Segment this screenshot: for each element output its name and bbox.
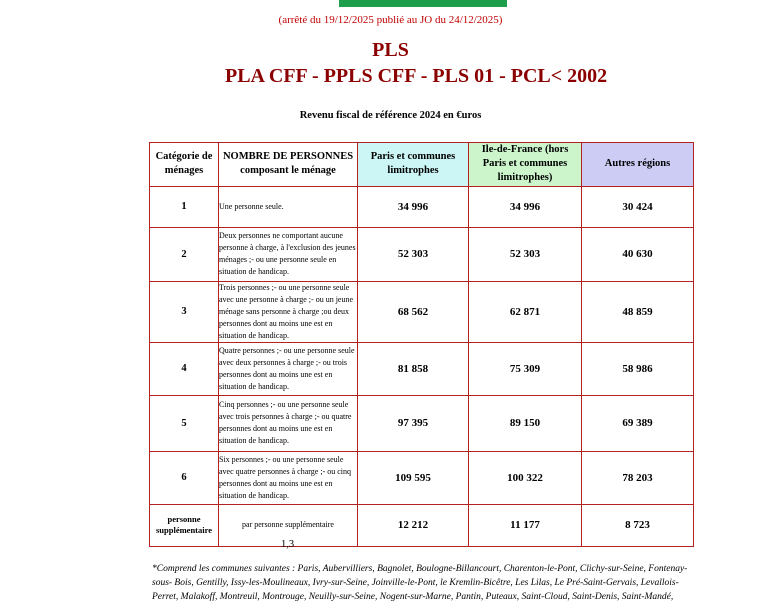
value-autres: 8 723 bbox=[582, 504, 694, 546]
row-category: 2 bbox=[150, 227, 219, 281]
row-category: 5 bbox=[150, 395, 219, 451]
row-category: 1 bbox=[150, 186, 219, 227]
value-idf: 100 322 bbox=[469, 451, 582, 504]
row-category: 4 bbox=[150, 342, 219, 395]
table-row bbox=[150, 186, 694, 227]
value-autres: 40 630 bbox=[582, 227, 694, 281]
header-idf: Ile-de-France (hors Paris et communes limitrophes) bbox=[469, 143, 582, 187]
footnote: *Comprend les communes suivantes : Paris, Aubervilliers, Bagnolet, Boulogne-Billancourt, Charenton-le-Pont, Clichy-sur-Seine, Fontenay-sous- Bois, Gentilly, Issy-les-Moulineaux, Ivry-sur-Seine, Joinville-le-Pont, le Kremlin-Bicêtre, Les Lilas, Le Pré-Saint-Gervais, Levallois-Perret, Malakoff, Montreuil, Montrouge, Neuilly-sur-Seine, Nogent-sur-Marne, Pantin, Puteaux, Saint-Cloud, Saint-Denis, Saint-Mandé, bbox=[152, 564, 688, 602]
table-caption: Revenu fiscal de référence 2024 en €uros bbox=[299, 110, 482, 121]
value-idf: 62 871 bbox=[469, 281, 582, 342]
header-category: Catégorie de ménages bbox=[150, 143, 219, 187]
value-idf: 75 309 bbox=[469, 342, 582, 395]
table-row bbox=[150, 281, 694, 342]
value-autres: 30 424 bbox=[582, 186, 694, 227]
header-autres: Autres régions bbox=[582, 143, 694, 187]
header-persons: NOMBRE DE PERSONNES composant le ménage bbox=[219, 143, 358, 187]
page-subtitle: PLA CFF - PPLS CFF - PLS 01 - PCL< 2002 bbox=[225, 65, 608, 87]
row-description: Six personnes ;- ou une personne seule avec quatre personnes à charge ;- ou cinq personnes dont au moins une est en situation de handicap. bbox=[219, 451, 358, 504]
coefficient: 1,3 bbox=[281, 539, 295, 550]
income-table bbox=[149, 142, 694, 547]
row-description: Quatre personnes ;- ou une personne seule avec deux personnes à charge ;- ou trois personnes dont au moins une est en situation de handicap. bbox=[219, 342, 358, 395]
value-idf: 52 303 bbox=[469, 227, 582, 281]
value-paris: 109 595 bbox=[358, 451, 469, 504]
value-autres: 69 389 bbox=[582, 395, 694, 451]
row-description: par personne supplémentaire bbox=[219, 504, 358, 546]
value-idf: 89 150 bbox=[469, 395, 582, 451]
value-paris: 97 395 bbox=[358, 395, 469, 451]
row-category: personne supplémentaire bbox=[150, 504, 219, 546]
table-row bbox=[150, 227, 694, 281]
table-row bbox=[150, 504, 694, 546]
row-description: Une personne seule. bbox=[219, 186, 358, 227]
row-category: 3 bbox=[150, 281, 219, 342]
value-autres: 78 203 bbox=[582, 451, 694, 504]
annex-banner bbox=[339, 0, 507, 7]
header-row bbox=[150, 143, 694, 187]
header-paris: Paris et communes limitrophes bbox=[358, 143, 469, 187]
value-autres: 48 859 bbox=[582, 281, 694, 342]
row-description: Trois personnes ;- ou une personne seule avec une personne à charge ;- ou un jeune ménage sans personne à charge ;ou deux personnes dont au moins une est en situation de handicap. bbox=[219, 281, 358, 342]
arrete-note: (arrêté du 19/12/2025 publié au JO du 24/12/2025) bbox=[278, 14, 503, 26]
value-idf: 34 996 bbox=[469, 186, 582, 227]
value-autres: 58 986 bbox=[582, 342, 694, 395]
value-paris: 34 996 bbox=[358, 186, 469, 227]
table-row bbox=[150, 451, 694, 504]
value-paris: 52 303 bbox=[358, 227, 469, 281]
value-paris: 81 858 bbox=[358, 342, 469, 395]
row-description: Deux personnes ne comportant aucune personne à charge, à l'exclusion des jeunes ménages ;- ou une personne seule en situation de handicap. bbox=[219, 227, 358, 281]
row-description: Cinq personnes ;- ou une personne seule avec trois personnes à charge ;- ou quatre personnes dont au moins une est en situation de handicap. bbox=[219, 395, 358, 451]
table-row bbox=[150, 395, 694, 451]
value-paris: 12 212 bbox=[358, 504, 469, 546]
page-title: PLS bbox=[372, 39, 409, 61]
value-paris: 68 562 bbox=[358, 281, 469, 342]
row-category: 6 bbox=[150, 451, 219, 504]
value-idf: 11 177 bbox=[469, 504, 582, 546]
table-row bbox=[150, 342, 694, 395]
